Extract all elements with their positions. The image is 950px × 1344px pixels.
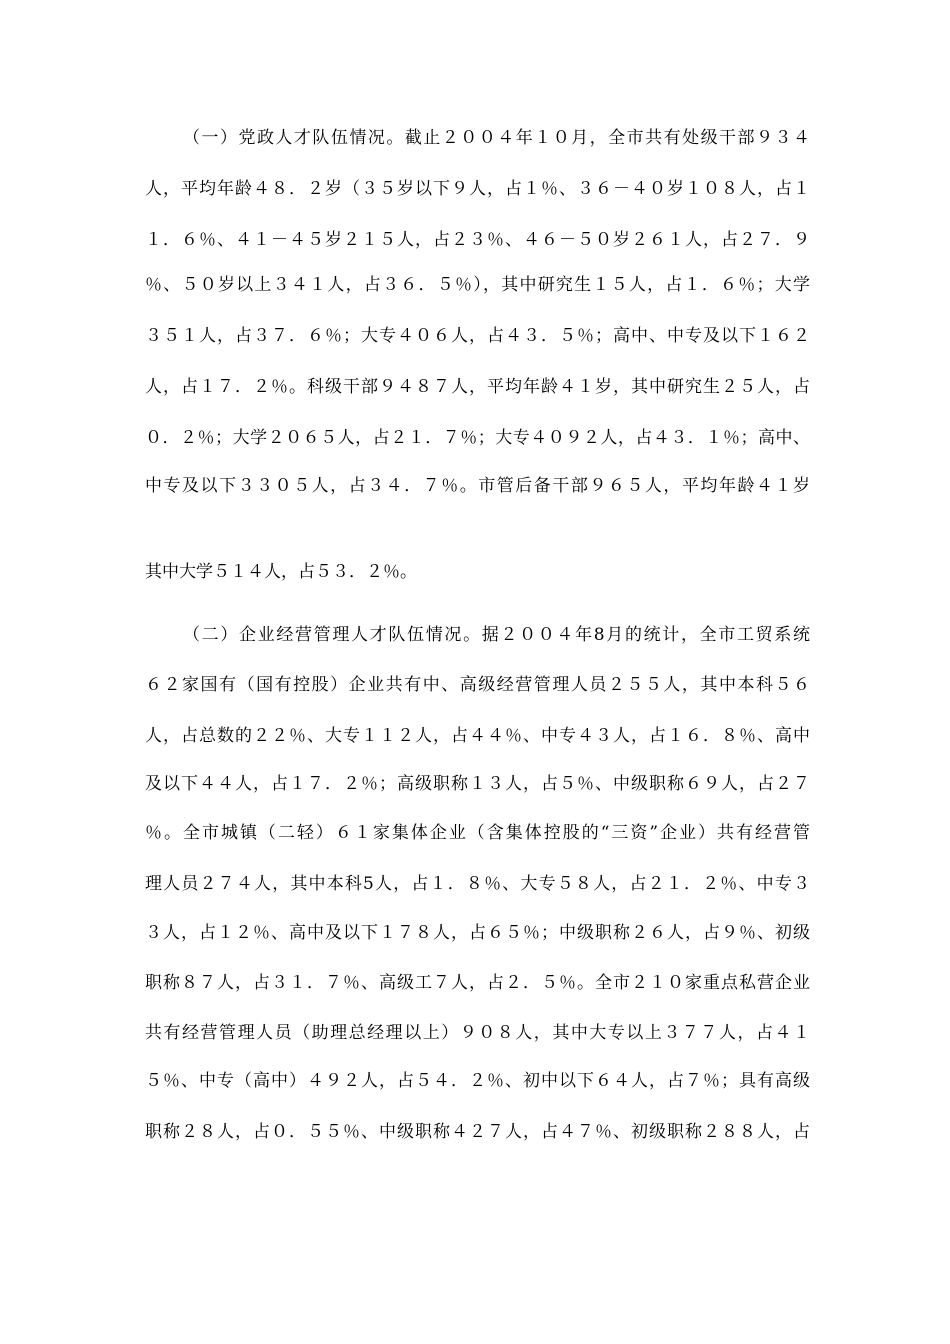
paragraph-3-line-3: 人，占总数的２２％、大专１１２人，占４４％、中专４３人，占１６．８％、高中 <box>145 726 810 746</box>
paragraph-1-line-6: 人，占１７．２％。科级干部９４８７人，平均年龄４１岁，其中研究生２５人，占 <box>145 377 810 397</box>
paragraph-3-line-4: 及以下４４人，占１７．２％；高级职称１３人，占５％、中级职称６９人，占２７ <box>145 774 810 794</box>
paragraph-1-line-8: 中专及以下３３０５人，占３４．７％。市管后备干部９６５人，平均年龄４１岁 <box>145 476 810 496</box>
paragraph-3-line-7: ３人，占１２％、高中及以下１７８人，占６５％；中级职称２６人，占９％、初级 <box>145 923 810 943</box>
paragraph-3-line-11: 职称２８人，占０．５５％、中级职称４２７人，占４７％、初级职称２８８人，占 <box>145 1122 810 1142</box>
paragraph-1-line-1: （一）党政人才队伍情况。截止２００４年１０月，全市共有处级干部９３４ <box>183 128 810 148</box>
paragraph-3-line-2: ６２家国有（国有控股）企业共有中、高级经营管理人员２５５人，其中本科５６ <box>145 675 810 695</box>
paragraph-2-line-1: 其中大学５１４人，占５３．２％。 <box>145 562 417 582</box>
paragraph-1-line-7: ０．２％；大学２０６５人，占２１．７％；大专４０９２人，占４３．１％；高中、 <box>145 428 810 448</box>
paragraph-1-line-5: ３５１人，占３７．６％；大专４０６人，占４３．５％；高中、中专及以下１６２ <box>145 326 810 346</box>
paragraph-3-line-10: ５％、中专（高中）４９２人，占５４．２％、初中以下６４人，占７％；具有高级 <box>145 1071 810 1091</box>
paragraph-1-line-2: 人，平均年龄４８．２岁（３５岁以下９人，占１％、３６－４０岁１０８人，占１ <box>145 179 810 199</box>
paragraph-3-line-1: （二）企业经营管理人才队伍情况。据２００４年8月的统计，全市工贸系统 <box>183 625 810 645</box>
paragraph-3-line-8: 职称８７人，占３１．７％、高级工７人，占２．５％。全市２１０家重点私营企业 <box>145 973 810 993</box>
paragraph-1-line-4: ％、５０岁以上３４１人，占３６．５％），其中研究生１５人，占１．６％；大学 <box>145 275 810 295</box>
paragraph-1-line-3: １．６％、４１－４５岁２１５人，占２３％、４６－５０岁２６１人，占２７．９ <box>145 230 810 250</box>
paragraph-3-line-6: 理人员２７４人，其中本科5人，占１．８％、大专５８人，占２１．２％、中专３ <box>145 874 810 894</box>
paragraph-3-line-5: ％。全市城镇（二轻）６１家集体企业（含集体控股的“三资”企业）共有经营管 <box>145 823 810 843</box>
paragraph-3-line-9: 共有经营管理人员（助理总经理以上）９０８人，其中大专以上３７７人，占４１ <box>145 1023 810 1043</box>
